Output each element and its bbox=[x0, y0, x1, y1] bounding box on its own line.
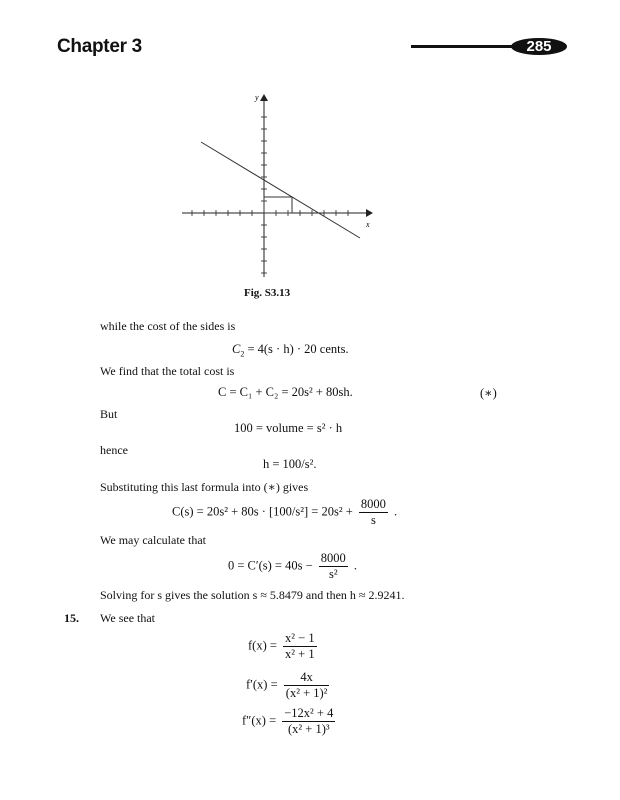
x-axis-label: x bbox=[366, 220, 370, 229]
equation-volume: 100 = volume = s² · h bbox=[234, 421, 343, 435]
paragraph: We find that the total cost is bbox=[100, 364, 235, 378]
numerator: 8000 bbox=[360, 497, 386, 511]
eq-end: . bbox=[394, 504, 398, 519]
sloped-line bbox=[201, 142, 360, 238]
chapter-heading: Chapter 3 bbox=[57, 36, 142, 57]
eq-symbol: C bbox=[232, 342, 241, 356]
y-axis-label: y bbox=[255, 93, 259, 102]
numerator: −12x² + 4 bbox=[284, 706, 334, 720]
equation-derivative bbox=[228, 551, 357, 582]
numerator: 4x bbox=[284, 670, 330, 686]
eq-end: . bbox=[353, 558, 358, 573]
equation-f-double-prime bbox=[242, 706, 338, 737]
fraction bbox=[283, 631, 317, 662]
paragraph: Substituting this last formula into (∗) gives bbox=[100, 480, 309, 494]
denominator: s² bbox=[328, 567, 338, 581]
eq-lhs: f(x) = bbox=[248, 638, 277, 653]
denominator: x² + 1 bbox=[285, 647, 315, 661]
denominator: s bbox=[370, 513, 376, 527]
page-number-badge: 285 bbox=[511, 38, 567, 55]
equation-side-cost: $C_2 = 4(s \cdot h) \cdot 20$ cents. bbox=[232, 342, 349, 359]
equation-cost-function bbox=[172, 497, 397, 528]
eq-left: C(s) = 20s² + 80s · [100/s²] = 20s² + bbox=[172, 504, 353, 519]
numerator: 8000 bbox=[320, 551, 346, 565]
header-rule bbox=[411, 45, 521, 48]
eq-rhs: = 4(s · h) · 20 cents. bbox=[247, 342, 349, 356]
figure-plot bbox=[180, 88, 380, 283]
paragraph: Solving for s gives the solution s ≈ 5.8479 and then h ≈ 2.9241. bbox=[100, 588, 405, 602]
problem-number: 15. bbox=[64, 611, 79, 625]
equation-tag: (∗) bbox=[480, 386, 497, 400]
paragraph: We may calculate that bbox=[100, 533, 206, 547]
equation-total-cost: C = C₁ + C₂ = 20s² + 80sh. bbox=[218, 385, 353, 399]
x-axis-arrow bbox=[366, 209, 373, 217]
figure-s3-13 bbox=[180, 88, 380, 288]
fraction bbox=[282, 706, 335, 737]
fraction bbox=[359, 497, 388, 528]
paragraph: while the cost of the sides is bbox=[100, 319, 236, 333]
numerator: x² − 1 bbox=[285, 631, 315, 645]
denominator: (x² + 1)³ bbox=[287, 722, 330, 736]
eq-lhs: f′(x) = bbox=[246, 677, 278, 692]
equation-f bbox=[248, 631, 320, 662]
paragraph: We see that bbox=[100, 611, 156, 625]
y-axis-arrow bbox=[260, 94, 268, 101]
figure-caption: Fig. S3.13 bbox=[244, 287, 291, 299]
eq-lhs: f″(x) = bbox=[242, 713, 277, 728]
equation-f-prime bbox=[246, 670, 332, 701]
fraction bbox=[319, 551, 348, 582]
paragraph: hence bbox=[100, 443, 128, 457]
fraction bbox=[284, 670, 330, 701]
paragraph: But bbox=[100, 407, 118, 421]
eq-left: 0 = C′(s) = 40s − bbox=[228, 558, 313, 573]
equation-h: h = 100/s². bbox=[263, 457, 317, 471]
denominator: (x² + 1)² bbox=[285, 686, 328, 700]
